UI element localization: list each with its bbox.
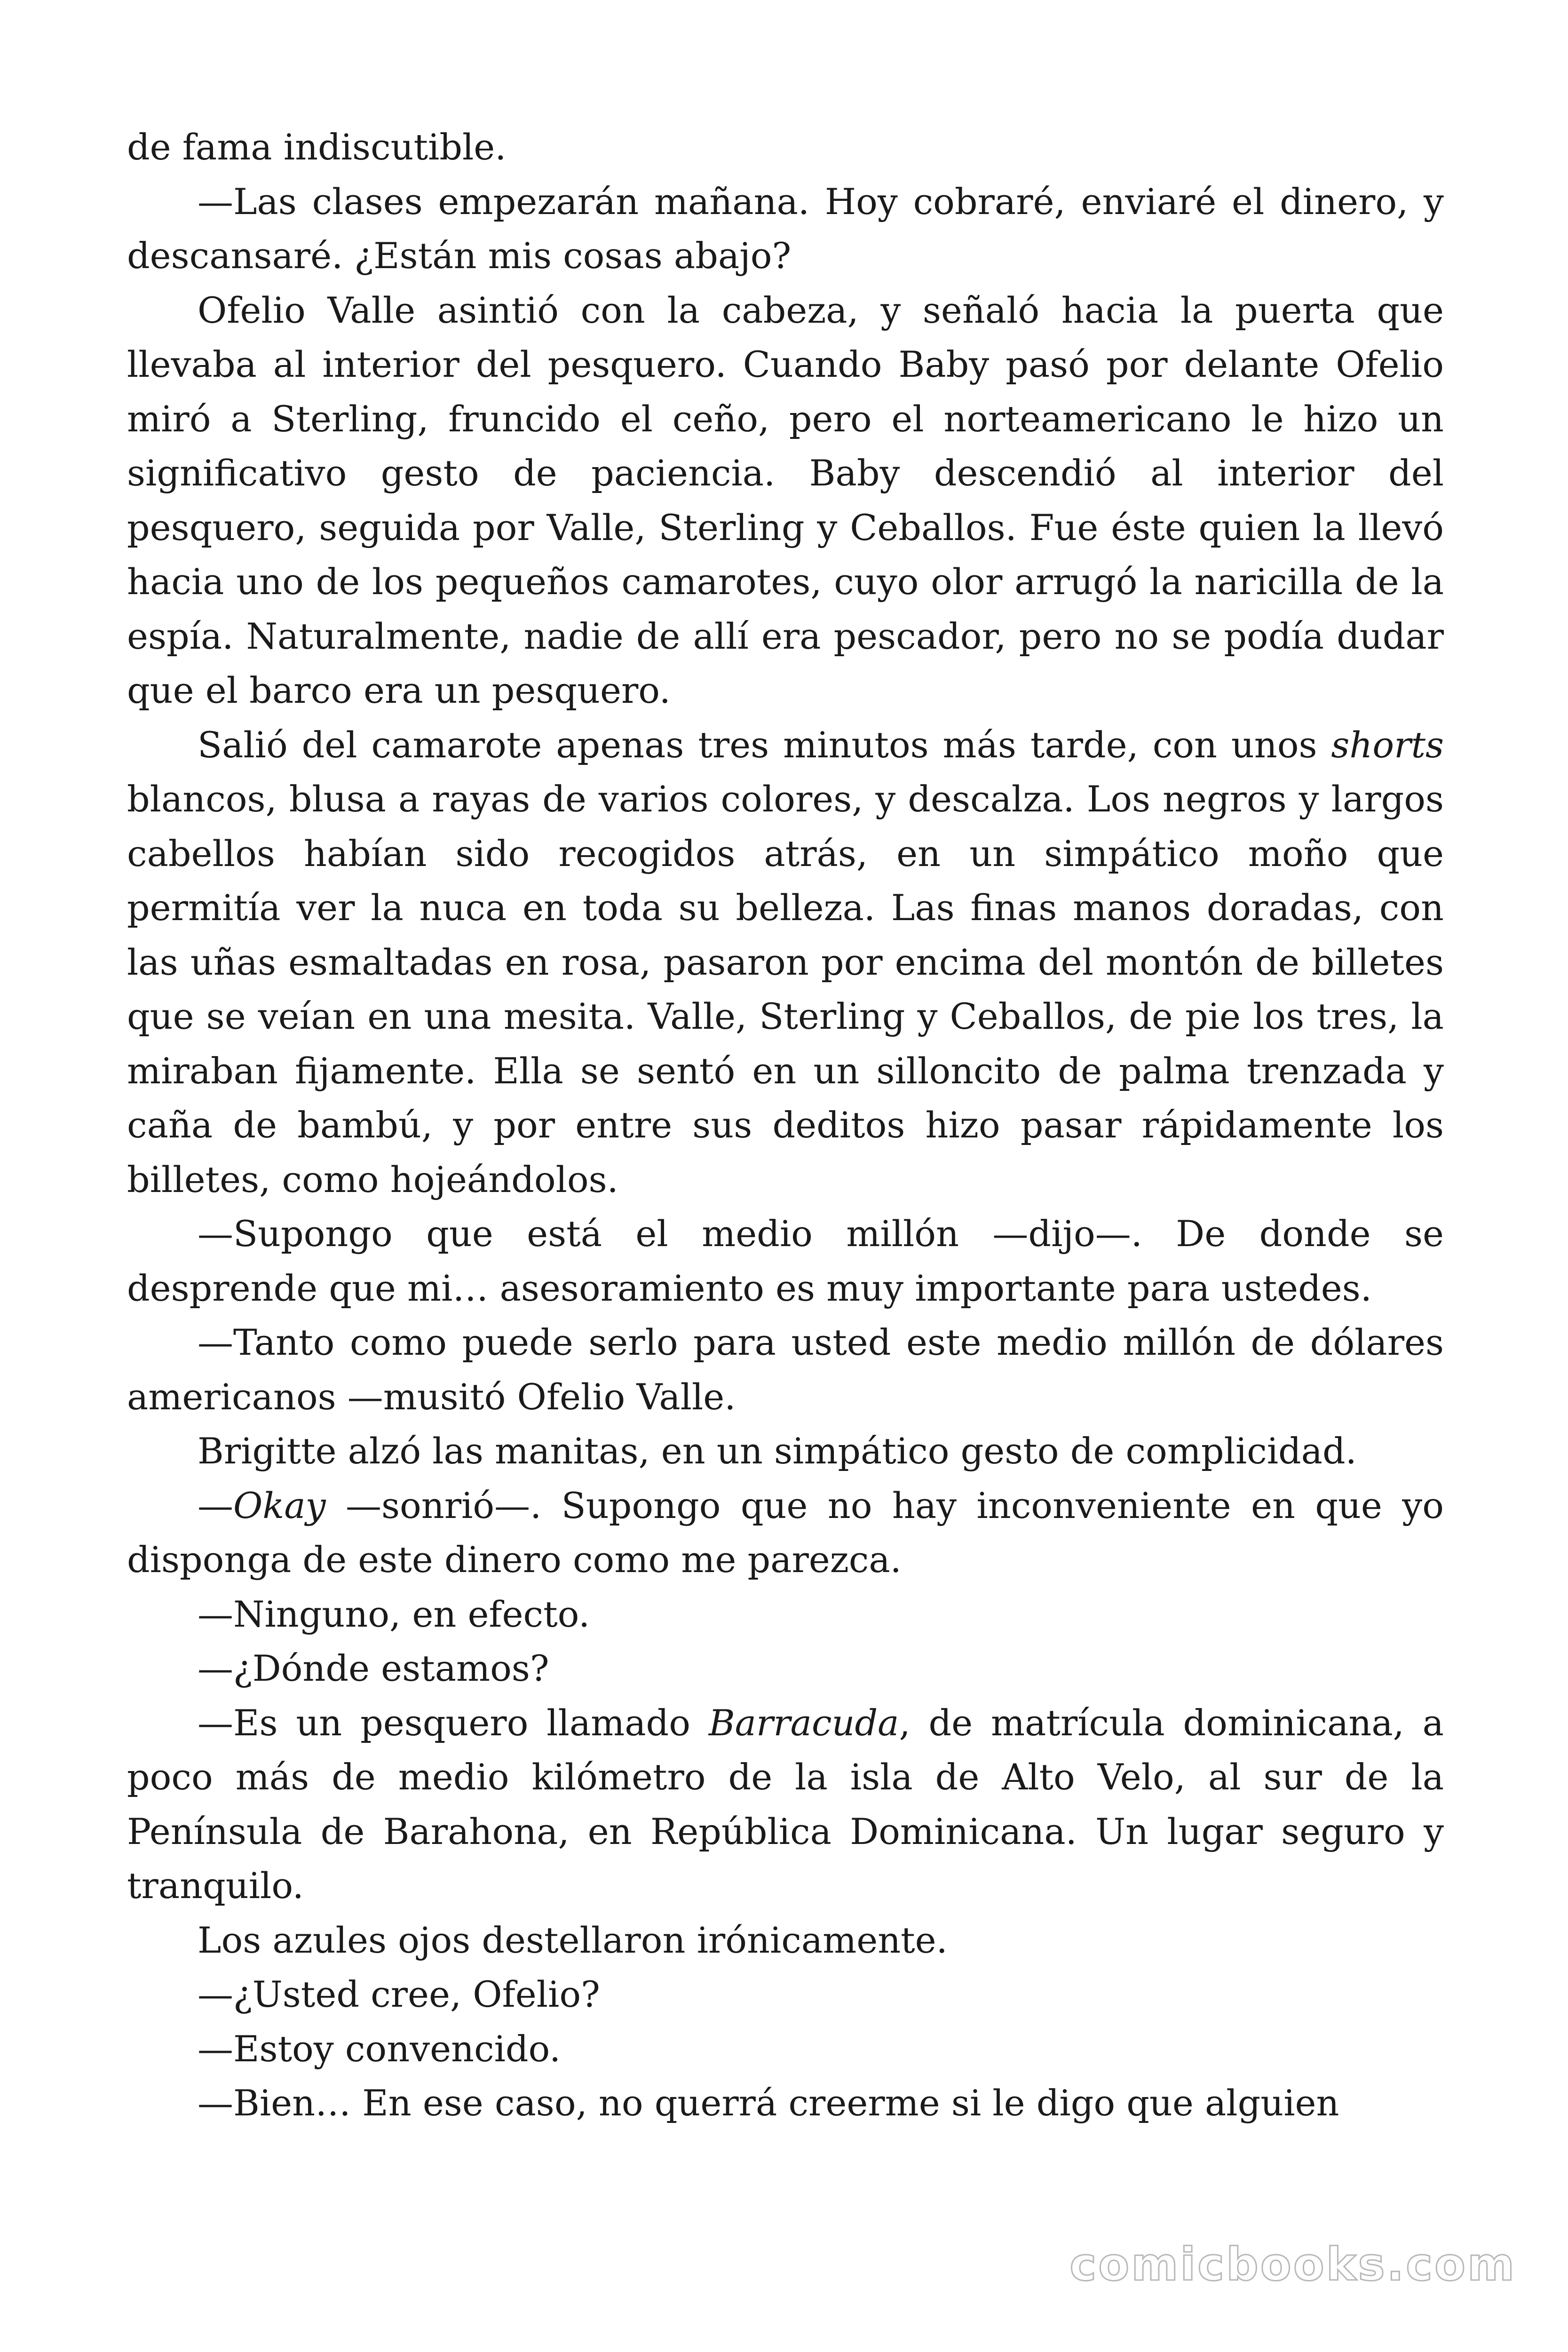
text-run: Ofelio Valle asintió con la cabeza, y señaló hacia la puerta que llevaba al interior del pesquero. Cuando Baby pasó por delante Ofelio miró a Sterling, fruncido el ceño, pero el norteamericano le hizo un significativo gesto de paciencia. Baby descendió al interior del pesquero, seguida por Valle, Sterling y Ceballos. Fue éste quien la llevó hacia uno de los pequeños camarotes, cuyo olor arrugó la naricilla de la espía. Naturalmente, nadie de allí era pescador, pero no se podía dudar que el barco era un pesquero. <box>127 289 1444 711</box>
paragraph <box>127 1913 1444 1968</box>
paragraph <box>127 1967 1444 2022</box>
text-run: — <box>198 1484 233 1526</box>
text-run: de fama indiscutible. <box>127 126 507 168</box>
paragraph <box>127 1587 1444 1642</box>
text-run: Salió del camarote apenas tres minutos más tarde, con unos <box>198 723 1331 766</box>
paragraph <box>127 1424 1444 1478</box>
paragraph <box>127 1207 1444 1315</box>
paragraph <box>127 1315 1444 1424</box>
text-run: —¿Dónde estamos? <box>198 1647 549 1689</box>
paragraph <box>127 2022 1444 2076</box>
text-run: Brigitte alzó las manitas, en un simpático gesto de complicidad. <box>198 1430 1357 1472</box>
text-run: —Supongo que está el medio millón —dijo—. De donde se desprende que mi… asesoramiento es muy importante para ustedes. <box>127 1213 1444 1309</box>
paragraph <box>127 175 1444 283</box>
text-run: —Es un pesquero llamado <box>198 1701 709 1744</box>
paragraph <box>127 120 1444 175</box>
paragraph <box>127 283 1444 718</box>
text-run: —Las clases empezarán mañana. Hoy cobraré, enviaré el dinero, y descansaré. ¿Están mis cosas abajo? <box>127 180 1444 277</box>
paragraph <box>127 718 1444 1207</box>
text-run: —Bien… En ese caso, no querrá creerme si le digo que alguien <box>198 2082 1339 2124</box>
paragraph <box>127 1641 1444 1696</box>
text-run: Los azules ojos destellaron irónicamente. <box>198 1919 948 1961</box>
page-body <box>127 120 1444 2130</box>
text-run: —Tanto como puede serlo para usted este medio millón de dólares americanos —musitó Ofelio Valle. <box>127 1321 1444 1418</box>
paragraph <box>127 1696 1444 1913</box>
italic-text: shorts <box>1331 723 1444 766</box>
text-run: —¿Usted cree, Ofelio? <box>198 1973 600 2015</box>
text-run: —sonrió—. Supongo que no hay inconveniente en que yo disponga de este dinero como me parezca. <box>127 1484 1444 1581</box>
paragraph <box>127 1478 1444 1587</box>
text-run: —Ninguno, en efecto. <box>198 1593 590 1635</box>
text-run: blancos, blusa a rayas de varios colores, y descalza. Los negros y largos cabellos habían sido recogidos atrás, en un simpático moño que permitía ver la nuca en toda su belleza. Las finas manos doradas, con las uñas esmaltadas en rosa, pasaron por encima del montón de billetes que se veían en una mesita. Valle, Sterling y Ceballos, de pie los tres, la miraban fijamente. Ella se sentó en un silloncito de palma trenzada y caña de bambú, y por entre sus deditos hizo pasar rápidamente los billetes, como hojeándolos. <box>127 778 1444 1200</box>
watermark: comicbooks.com <box>1069 2238 1516 2291</box>
text-run: , de matrícula dominicana, a poco más de medio kilómetro de la isla de Alto Velo, al sur de la Península de Barahona, en República Dominicana. Un lugar seguro y tranquilo. <box>127 1701 1444 1907</box>
italic-text: Barracuda <box>708 1701 899 1744</box>
paragraph <box>127 2076 1444 2130</box>
italic-text: Okay <box>233 1484 326 1526</box>
text-run: —Estoy convencido. <box>198 2027 561 2070</box>
